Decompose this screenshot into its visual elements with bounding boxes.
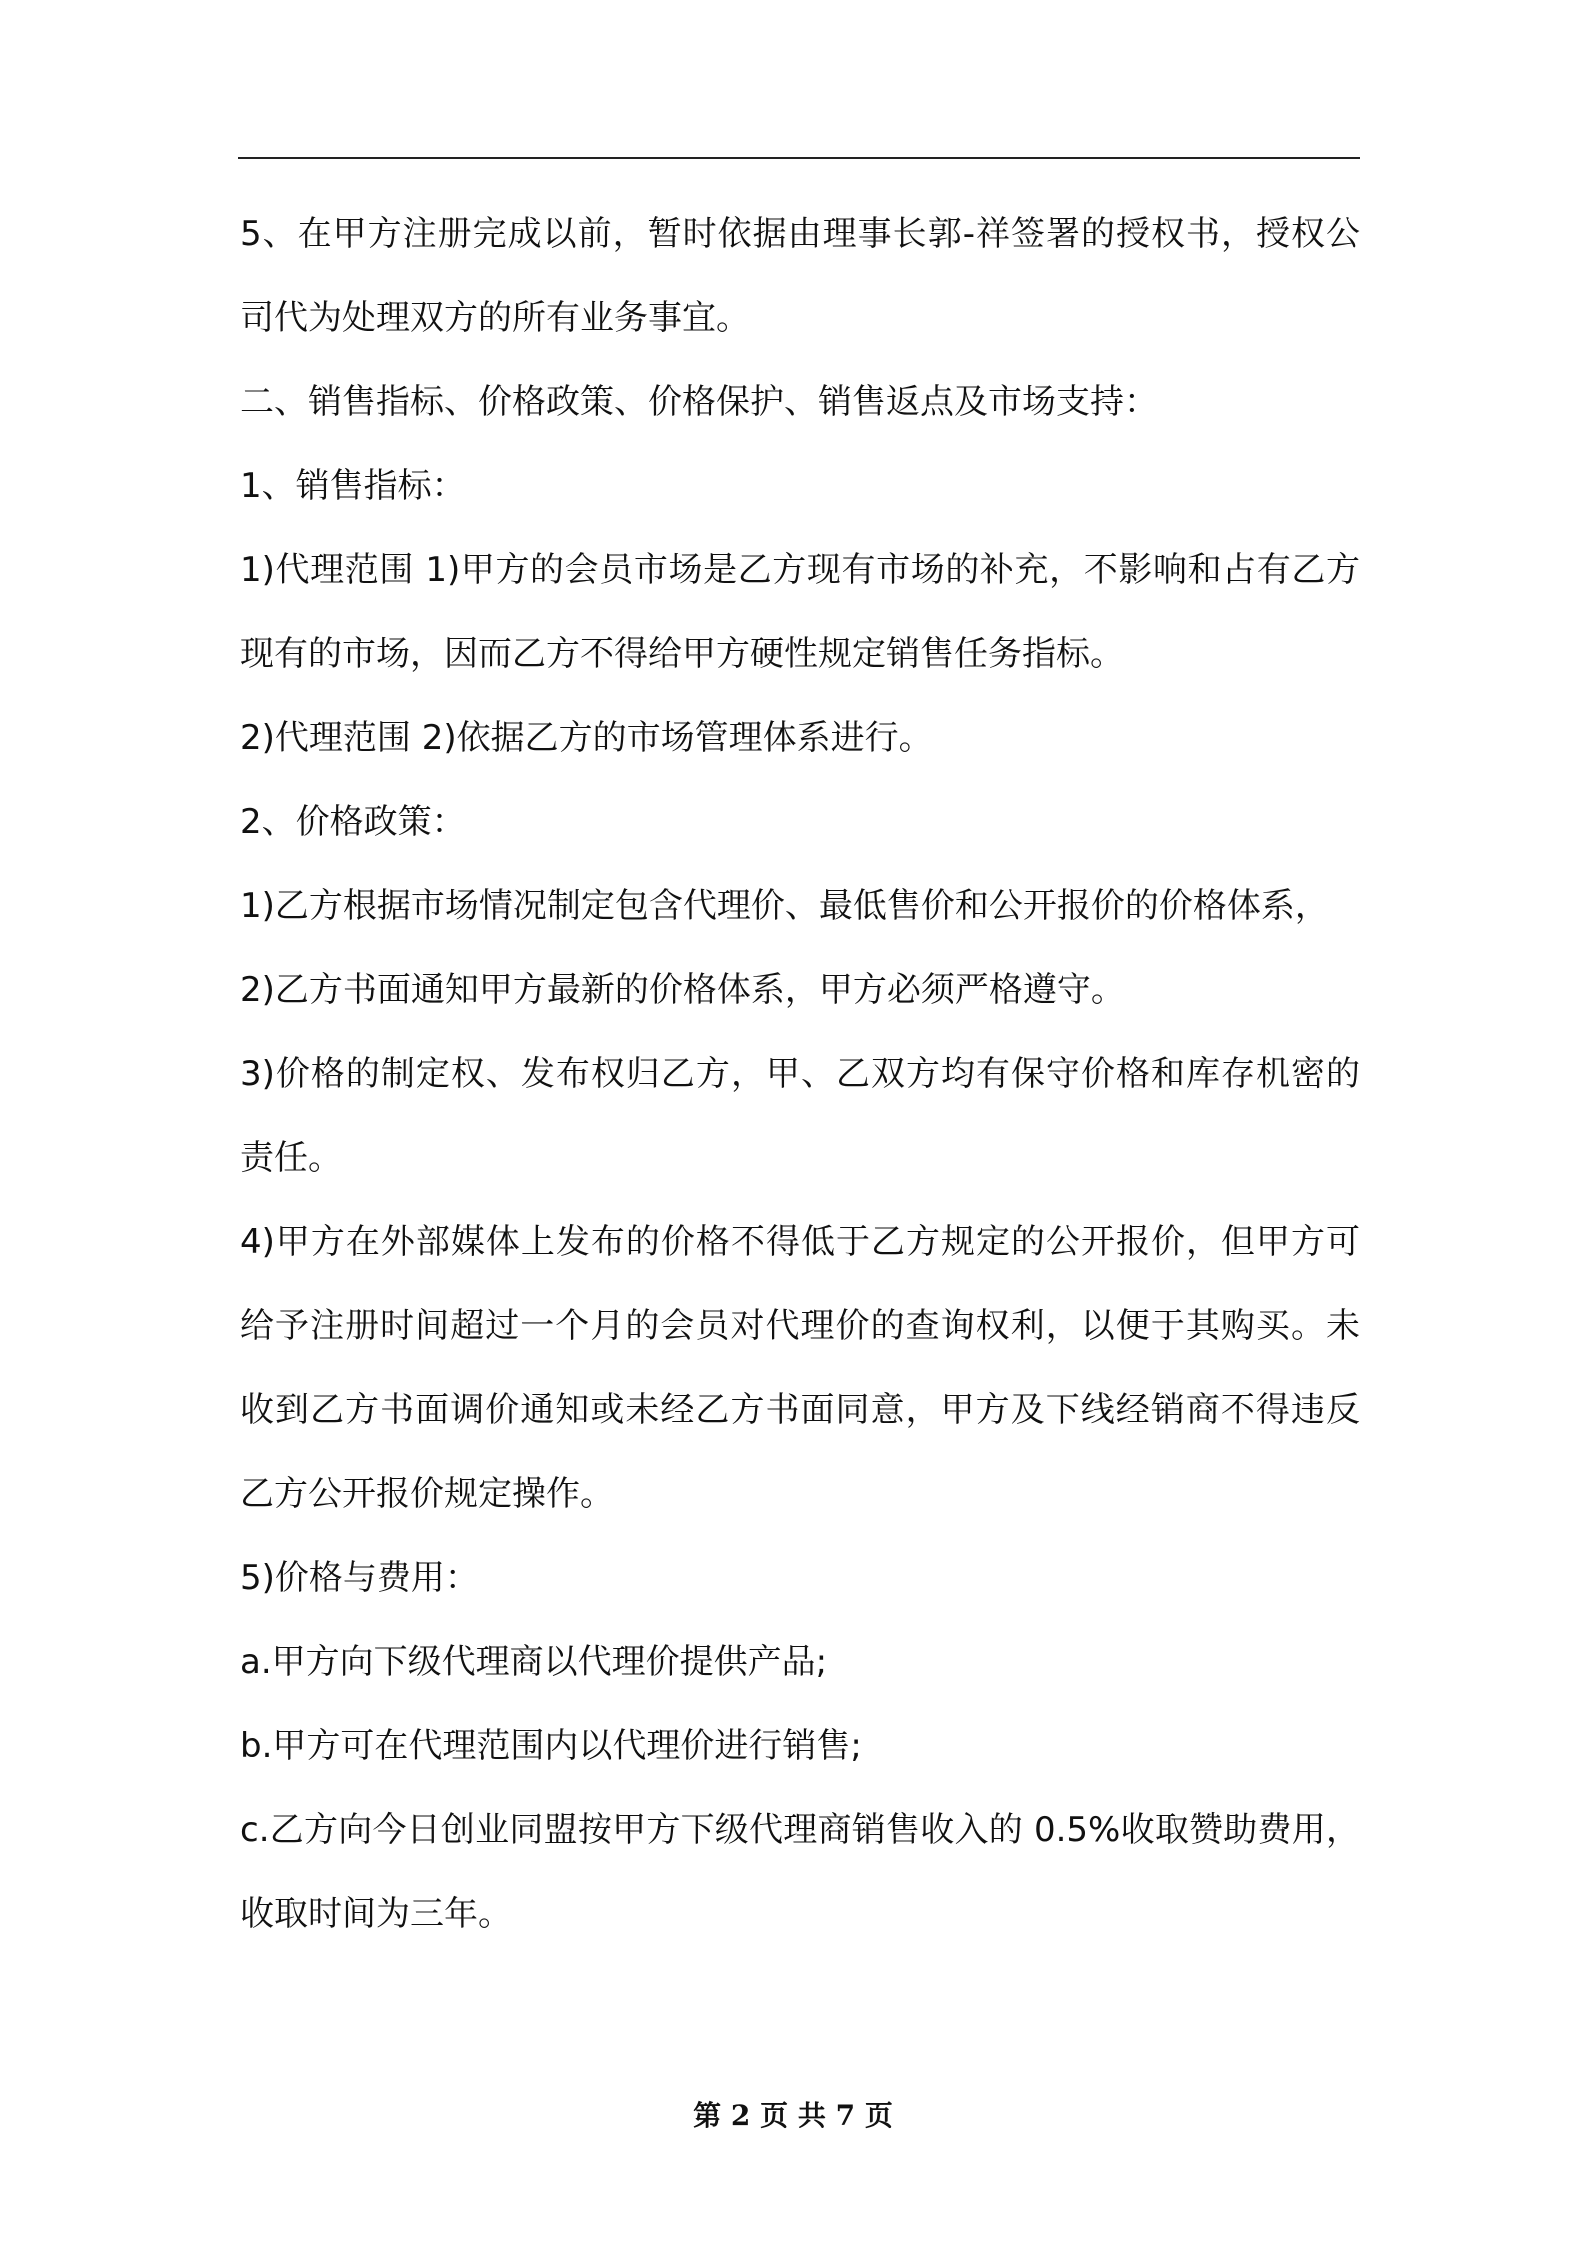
page-number-footer: 第 2 页 共 7 页 <box>693 2099 893 2132</box>
subsection-heading: 2、价格政策： <box>240 802 466 842</box>
subsection-heading: 1、销售指标： <box>240 466 466 506</box>
list-item: b.甲方可在代理范围内以代理价进行销售; <box>240 1726 862 1766</box>
paragraph: 1)代理范围 1)甲方的会员市场是乙方现有市场的补充，不影响和占有乙方现有的市场，因而乙方不得给甲方硬性规定销售任务指标。 <box>240 550 1360 674</box>
paragraph: 2)代理范围 2)依据乙方的市场管理体系进行。 <box>240 718 933 758</box>
paragraph: 4)甲方在外部媒体上发布的价格不得低于乙方规定的公开报价，但甲方可给予注册时间超过一个月的会员对代理价的查询权利，以便于其购买。未收到乙方书面调价通知或未经乙方书面同意，甲方及下线经销商不得违反乙方公开报价规定操作。 <box>240 1222 1360 1514</box>
paragraph: 2)乙方书面通知甲方最新的价格体系，甲方必须严格遵守。 <box>240 970 1125 1010</box>
document-body <box>240 192 1360 1956</box>
section-heading: 二、销售指标、价格政策、价格保护、销售返点及市场支持： <box>240 382 1158 422</box>
paragraph: 1)乙方根据市场情况制定包含代理价、最低售价和公开报价的价格体系， <box>240 886 1329 926</box>
list-item: c.乙方向今日创业同盟按甲方下级代理商销售收入的 0.5%收取赞助费用，收取时间为三年。 <box>240 1810 1360 1934</box>
header-rule <box>238 157 1360 159</box>
paragraph: 3)价格的制定权、发布权归乙方，甲、乙双方均有保守价格和库存机密的责任。 <box>240 1054 1360 1178</box>
list-item: a.甲方向下级代理商以代理价提供产品; <box>240 1642 828 1682</box>
paragraph: 5、在甲方注册完成以前，暂时依据由理事长郭-祥签署的授权书，授权公司代为处理双方的所有业务事宜。 <box>240 214 1360 338</box>
paragraph: 5)价格与费用： <box>240 1558 479 1598</box>
